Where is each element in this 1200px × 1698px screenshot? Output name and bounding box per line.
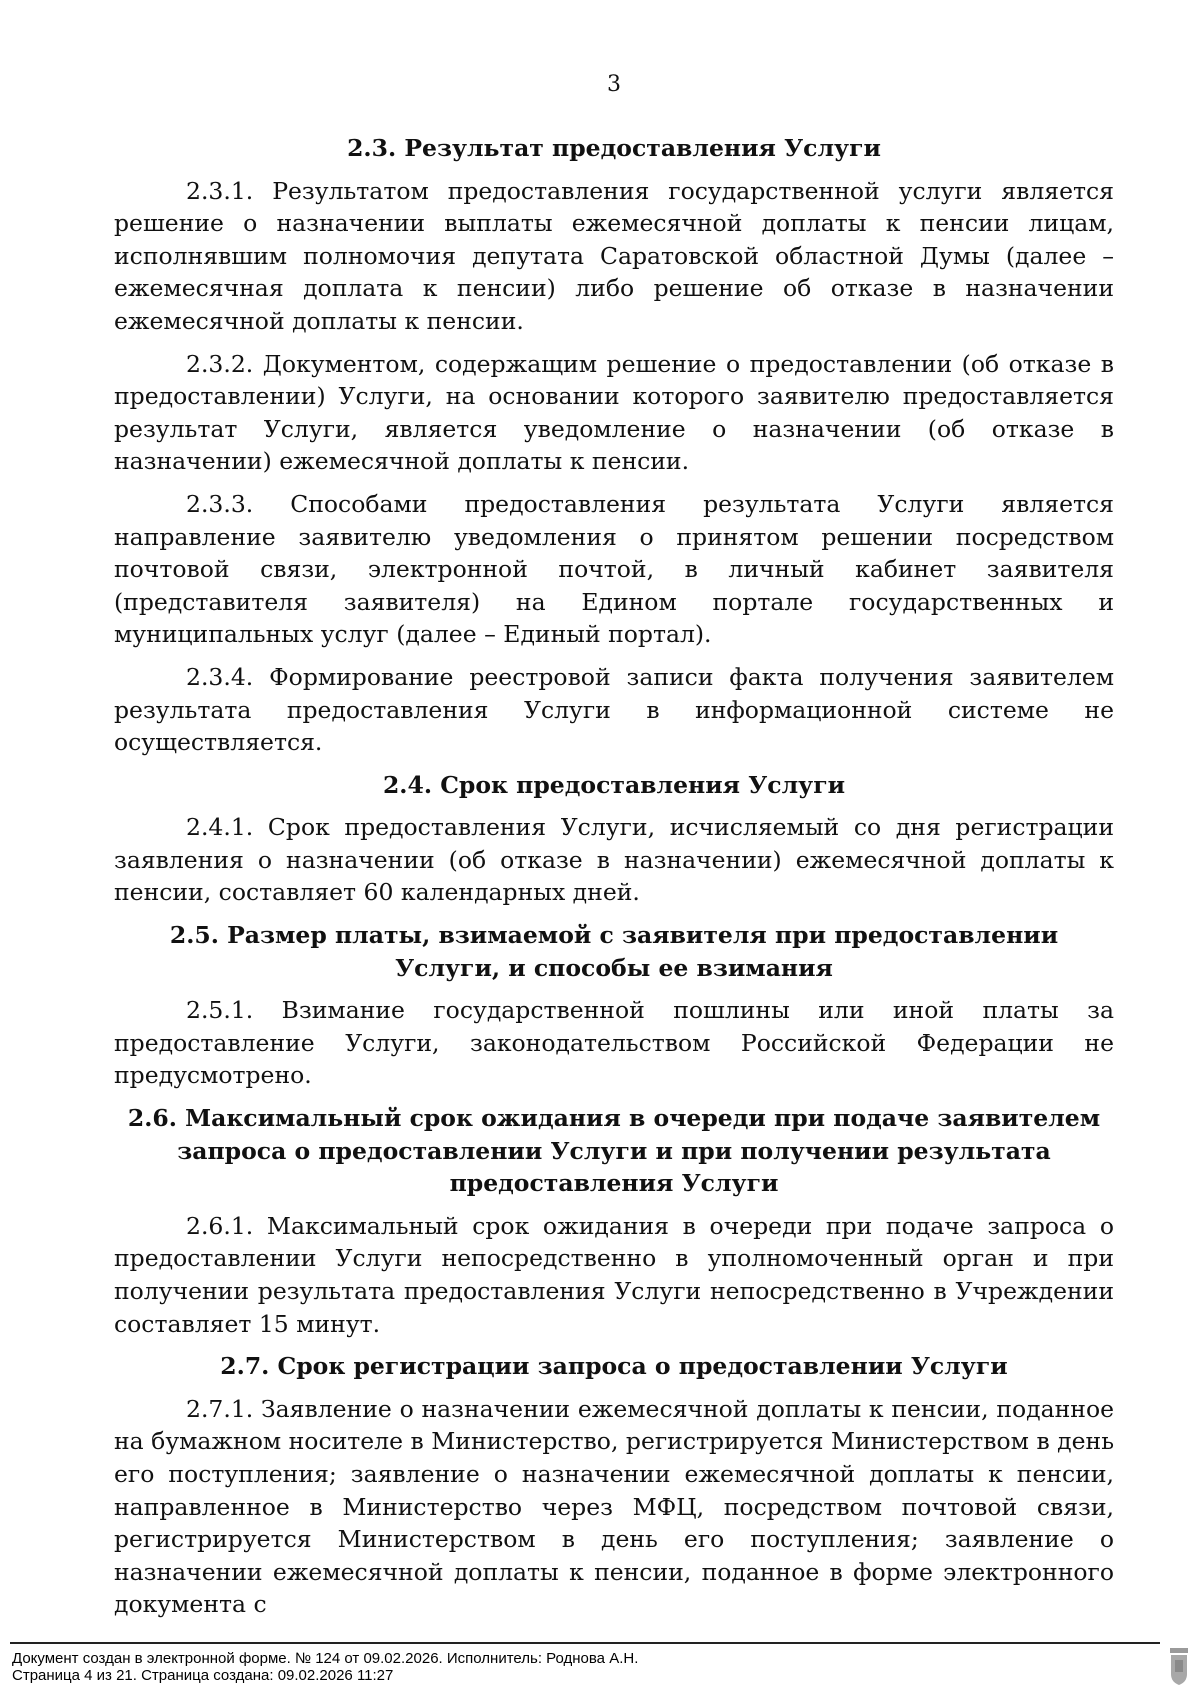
footer-line-document-info: Документ создан в электронной форме. № 124 от 09.02.2026. Исполнитель: Роднова А.Н.: [12, 1650, 639, 1667]
page-number: 3: [607, 72, 621, 97]
document-body: [114, 132, 1114, 1631]
section-heading-2-4: 2.4. Срок предоставления Услуги: [382, 770, 846, 799]
footer-line-page-info: Страница 4 из 21. Страница создана: 09.02.2026 11:27: [12, 1667, 394, 1684]
paragraph-2-7-1: 2.7.1. Заявление о назначении ежемесячной доплаты к пенсии, поданное на бумажном носителе в Министерство, регистрируется Министерством в день его поступления; заявление о назначении ежемесячной доплаты к пенсии, направленное в Министерство через МФЦ, посредством почтовой связи, регистрируется Министерством в день его поступления; заявление о назначении ежемесячной доплаты к пенсии, поданное в форме электронного документа с: [114, 1394, 1114, 1619]
paragraph-2-3-3: 2.3.3. Способами предоставления результата Услуги является направление заявителю уведомления о принятом решении посредством почтовой связи, электронной почтой, в личный кабинет заявителя (представителя заявителя) на Едином портале государственных и муниципальных услуг (далее – Единый портал).: [114, 489, 1114, 649]
section-heading-2-5: 2.5. Размер платы, взимаемой с заявителя при предоставлении Услуги, и способы ее взимания: [169, 921, 1059, 982]
paragraph-2-4-1: 2.4.1. Срок предоставления Услуги, исчисляемый со дня регистрации заявления о назначении (об отказе в назначении) ежемесячной доплаты к пенсии, составляет 60 календарных дней.: [114, 813, 1114, 907]
paragraph-2-6-1: 2.6.1. Максимальный срок ожидания в очереди при подаче запроса о предоставлении Услуги непосредственно в уполномоченный орган и при получении результата предоставления Услуги непосредственно в Учреждении составляет 15 минут.: [114, 1211, 1114, 1338]
footer-text: [12, 1650, 638, 1684]
section-heading-2-3: 2.3. Результат предоставления Услуги: [347, 134, 881, 162]
section-heading-2-6: 2.6. Максимальный срок ожидания в очереди при подаче заявителем запроса о предоставлении Услуги и при получении результата предоставления Услуги: [127, 1104, 1101, 1198]
paragraph-2-3-2: 2.3.2. Документом, содержащим решение о предоставлении (об отказе в предоставлении) Услуги, на основании которого заявителю предоставляется результат Услуги, является уведомление о назначении (об отказе в назначении) ежемесячной доплаты к пенсии.: [114, 349, 1114, 476]
coat-of-arms-icon: [1168, 1646, 1190, 1686]
section-heading-2-7: 2.7. Срок регистрации запроса о предоставлении Услуги: [220, 1352, 1008, 1381]
paragraph-2-5-1: 2.5.1. Взимание государственной пошлины или иной платы за предоставление Услуги, законодательством Российской Федерации не предусмотрено.: [114, 996, 1114, 1090]
paragraph-2-3-1: 2.3.1. Результатом предоставления государственной услуги является решение о назначении выплаты ежемесячной доплаты к пенсии лицам, исполнявшим полномочия депутата Саратовской областной Думы (далее – ежемесячная доплата к пенсии) либо решение об отказе в назначении ежемесячной доплаты к пенсии.: [114, 176, 1114, 335]
footer-divider: [10, 1642, 1160, 1644]
paragraph-2-3-4: 2.3.4. Формирование реестровой записи факта получения заявителем результата предоставления Услуги в информационной системе не осуществляется.: [114, 662, 1114, 757]
document-footer: [0, 1640, 1200, 1698]
